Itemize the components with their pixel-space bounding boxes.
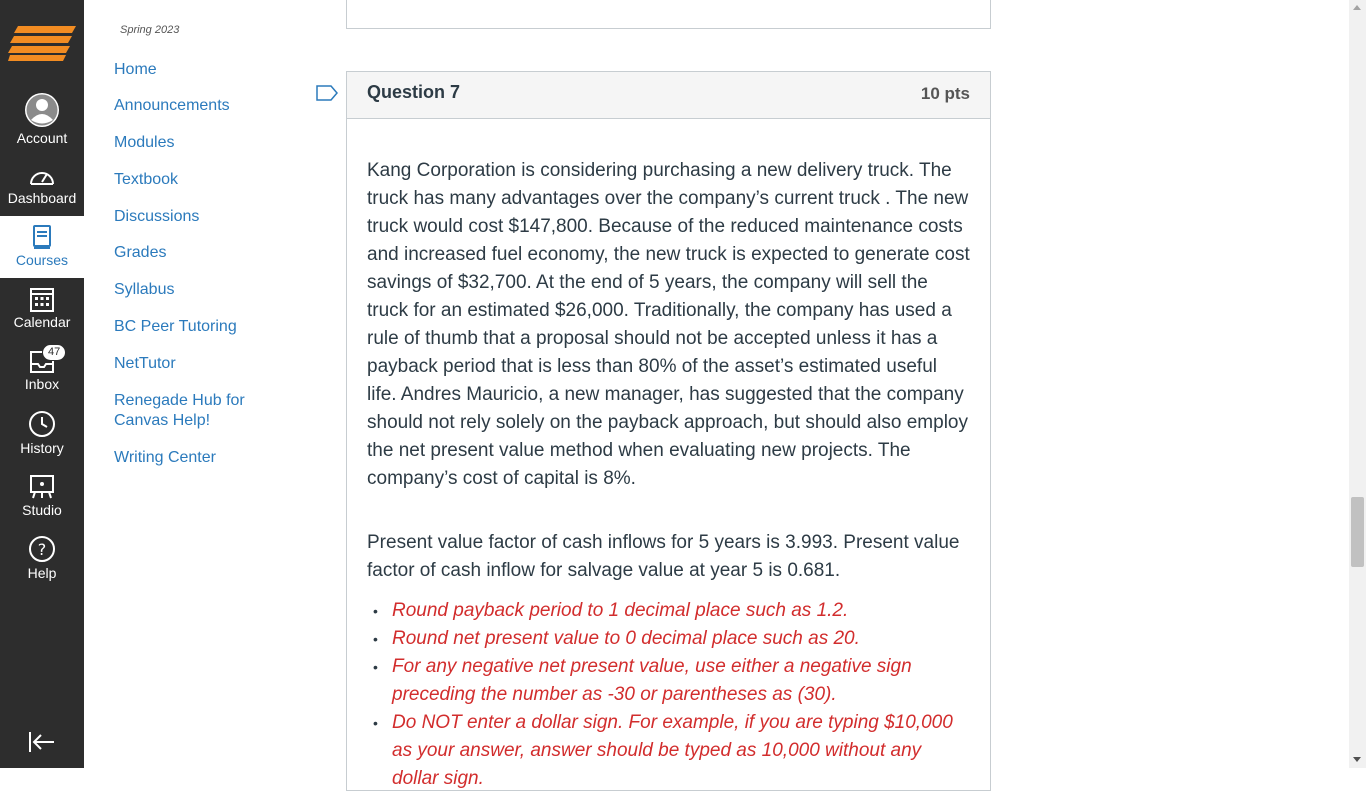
instruction-item: • Round payback period to 1 decimal place such as 1.2. [367, 597, 970, 625]
gnav-calendar-label: Calendar [13, 314, 71, 330]
history-icon [28, 410, 56, 438]
question-text: Kang Corporation is considering purchasing a new delivery truck. The truck has many advantages over the company’s current truck . The new truck would cost $147,800. Because of the reduced maintenance costs and increased fuel economy, the new truck is expected to generate cost savings of $32,700. At the end of 5 years, the company will sell the truck for an estimated $26,000. Traditionally, the company has used a rule of thumb that a proposal should not be accepted unless it has a payback period that is less than 80% of the asset’s estimated useful life. Andres Mauricio, a new manager, has suggested that the company should not rely solely on the payback approach, but should also employ the net present value method when evaluating new projects. The company’s cost of capital is 8%. [367, 160, 970, 489]
instructions-list [367, 597, 970, 793]
collapse-nav-icon[interactable] [28, 730, 56, 754]
gnav-dashboard-label: Dashboard [7, 190, 77, 206]
question-body [347, 119, 990, 793]
gnav-help[interactable] [0, 535, 84, 581]
scrollbar-thumb[interactable] [1351, 497, 1364, 567]
question-title: Question 7 [367, 82, 461, 102]
gnav-help-label: Help [27, 565, 57, 581]
question-header [347, 72, 990, 119]
course-nav-nettutor[interactable]: NetTutor [114, 355, 176, 372]
course-nav [84, 0, 314, 768]
gnav-studio[interactable] [0, 474, 84, 518]
question-card [346, 71, 991, 791]
instruction-item: • For any negative net present value, use either a negative sign preceding the number as -30 or parentheses as (30). [367, 653, 970, 709]
gnav-account-label: Account [16, 130, 68, 146]
gnav-inbox[interactable] [0, 348, 84, 392]
instruction-item: • Round net present value to 0 decimal place such as 20. [367, 625, 970, 653]
calendar-icon [30, 286, 54, 312]
course-nav-textbook[interactable]: Textbook [114, 171, 179, 188]
svg-text:?: ? [37, 540, 47, 559]
gnav-history-label: History [20, 440, 64, 456]
gnav-courses[interactable] [0, 216, 84, 278]
dashboard-icon [28, 166, 56, 188]
canvas-logo-icon[interactable] [8, 24, 76, 64]
course-nav-writing-center[interactable]: Writing Center [114, 449, 216, 466]
global-nav [0, 0, 84, 768]
course-nav-renegade-hub[interactable]: Renegade Hub for Canvas Help! [114, 392, 245, 429]
course-nav-announcements[interactable]: Announcements [114, 97, 230, 114]
course-term: Spring 2023 [120, 24, 180, 36]
gnav-studio-label: Studio [22, 502, 62, 518]
course-nav-home[interactable]: Home [114, 61, 157, 78]
studio-icon [29, 474, 55, 500]
gnav-account[interactable] [0, 92, 84, 146]
course-nav-modules[interactable]: Modules [114, 134, 175, 151]
courses-icon [31, 224, 53, 250]
gnav-history[interactable] [0, 410, 84, 456]
scroll-up-arrow-icon[interactable] [1353, 5, 1361, 10]
course-nav-grades[interactable]: Grades [114, 244, 167, 261]
gnav-courses-label: Courses [15, 252, 69, 268]
question-points: 10 pts [920, 84, 970, 103]
help-icon [28, 535, 56, 563]
gnav-inbox-label: Inbox [24, 376, 60, 392]
gnav-dashboard[interactable] [0, 166, 84, 206]
page-scrollbar[interactable] [1349, 0, 1366, 768]
gnav-calendar[interactable] [0, 286, 84, 330]
instruction-item: • Do NOT enter a dollar sign. For example, if you are typing $10,000 as your answer, answer should be typed as 10,000 without any dollar sign. [367, 709, 970, 793]
inbox-unread-badge: 47 [42, 344, 66, 361]
course-nav-discussions[interactable]: Discussions [114, 208, 200, 225]
course-nav-peer-tutoring[interactable]: BC Peer Tutoring [114, 318, 237, 335]
flag-question-icon[interactable] [316, 85, 338, 101]
question-factors-text: Present value factor of cash inflows for 5 years is 3.993. Present value factor of cash inflow for salvage value at year 5 is 0.681. [367, 532, 960, 581]
scroll-down-arrow-icon[interactable] [1353, 757, 1361, 762]
account-icon [24, 92, 60, 128]
course-nav-syllabus[interactable]: Syllabus [114, 281, 175, 298]
previous-question-box [346, 0, 991, 29]
